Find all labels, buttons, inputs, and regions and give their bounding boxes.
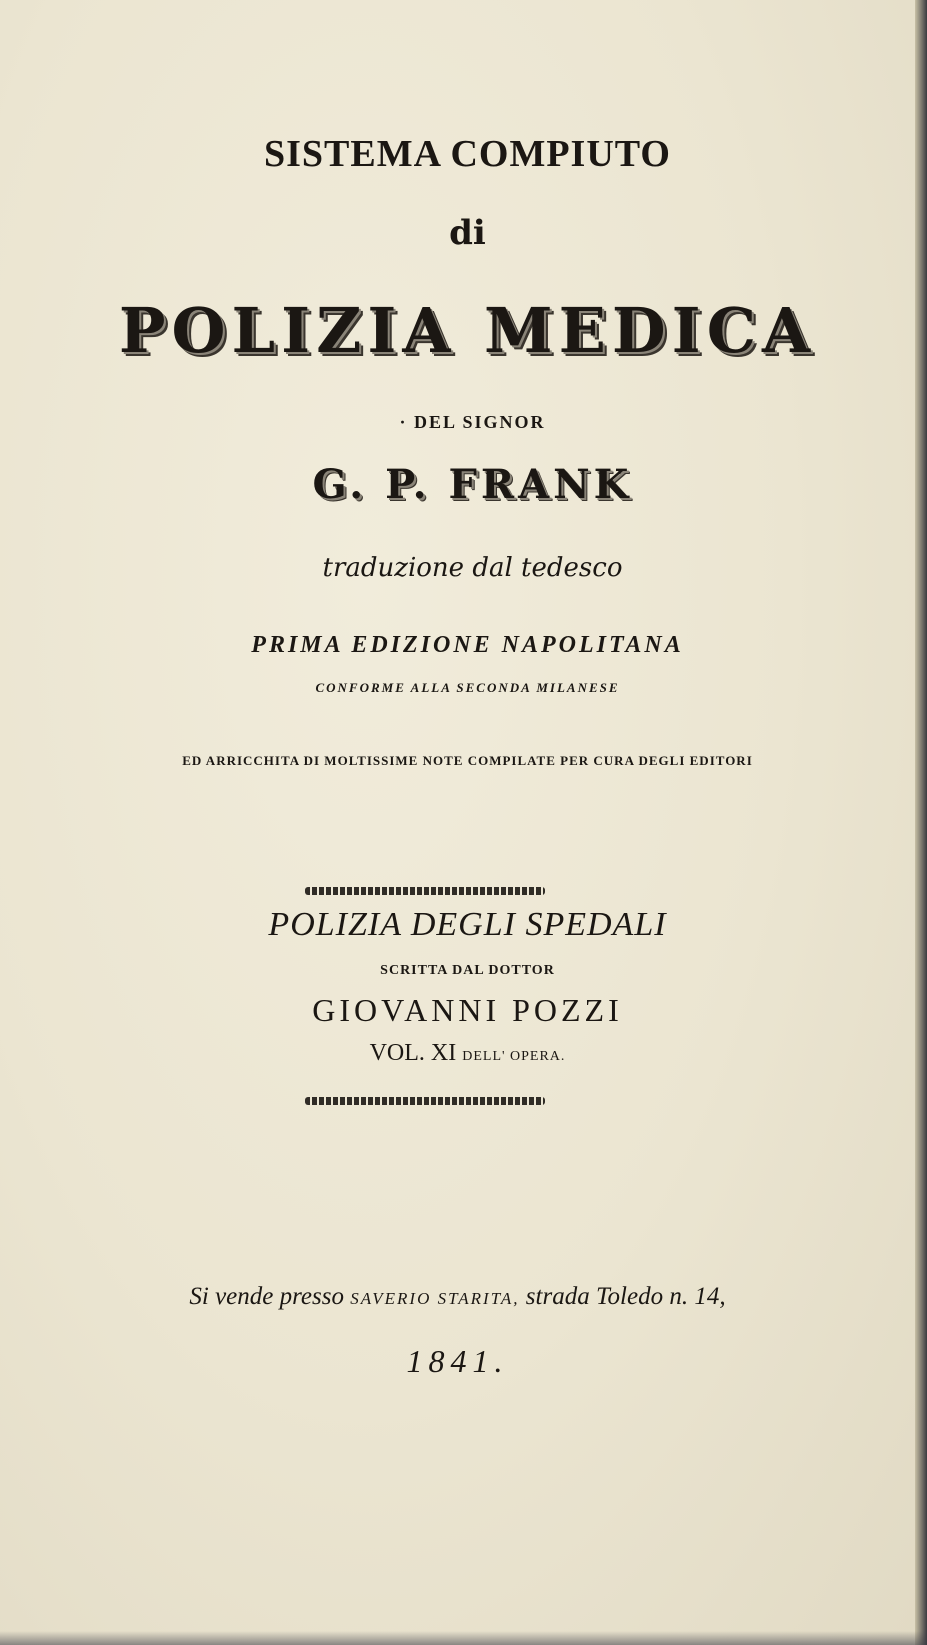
volume-number-line bbox=[0, 1040, 915, 1067]
written-by-line: SCRITTA DAL DOTTOR bbox=[380, 963, 555, 978]
page-edge bbox=[915, 0, 927, 1645]
conforme-line: CONFORME ALLA SECONDA MILANESE bbox=[315, 680, 620, 695]
title-line-1: SISTEMA COMPIUTO bbox=[264, 133, 671, 175]
imprint-publisher: SAVERIO STARITA, bbox=[350, 1289, 520, 1308]
ornamental-rule-top bbox=[305, 887, 545, 895]
volume-author: GIOVANNI POZZI bbox=[312, 992, 623, 1028]
volume-subject: POLIZIA DEGLI SPEDALI bbox=[268, 906, 667, 943]
author-name: G. P. FRANK bbox=[312, 461, 633, 508]
imprint-line bbox=[0, 1283, 915, 1311]
page-shadow bbox=[0, 1631, 927, 1645]
volume-number: VOL. XI bbox=[369, 1040, 457, 1066]
dell-opera: DELL' OPERA. bbox=[462, 1049, 566, 1064]
title-connector: di bbox=[449, 213, 486, 253]
imprint-si-vende: Si vende presso bbox=[189, 1283, 344, 1310]
edition-line: PRIMA EDIZIONE NAPOLITANA bbox=[251, 632, 684, 658]
ornamental-rule-bottom bbox=[305, 1097, 545, 1105]
del-signor-line: · DEL SIGNOR bbox=[399, 412, 546, 432]
title-line-2: POLIZIA MEDICA bbox=[118, 294, 817, 367]
notes-line: ED ARRICCHITA DI MOLTISSIME NOTE COMPILATE PER CURA DEGLI EDITORI bbox=[182, 753, 753, 768]
imprint-address: strada Toledo n. 14, bbox=[525, 1283, 726, 1310]
publication-year: 1841. bbox=[406, 1343, 509, 1379]
translation-note: traduzione dal tedesco bbox=[322, 553, 623, 583]
